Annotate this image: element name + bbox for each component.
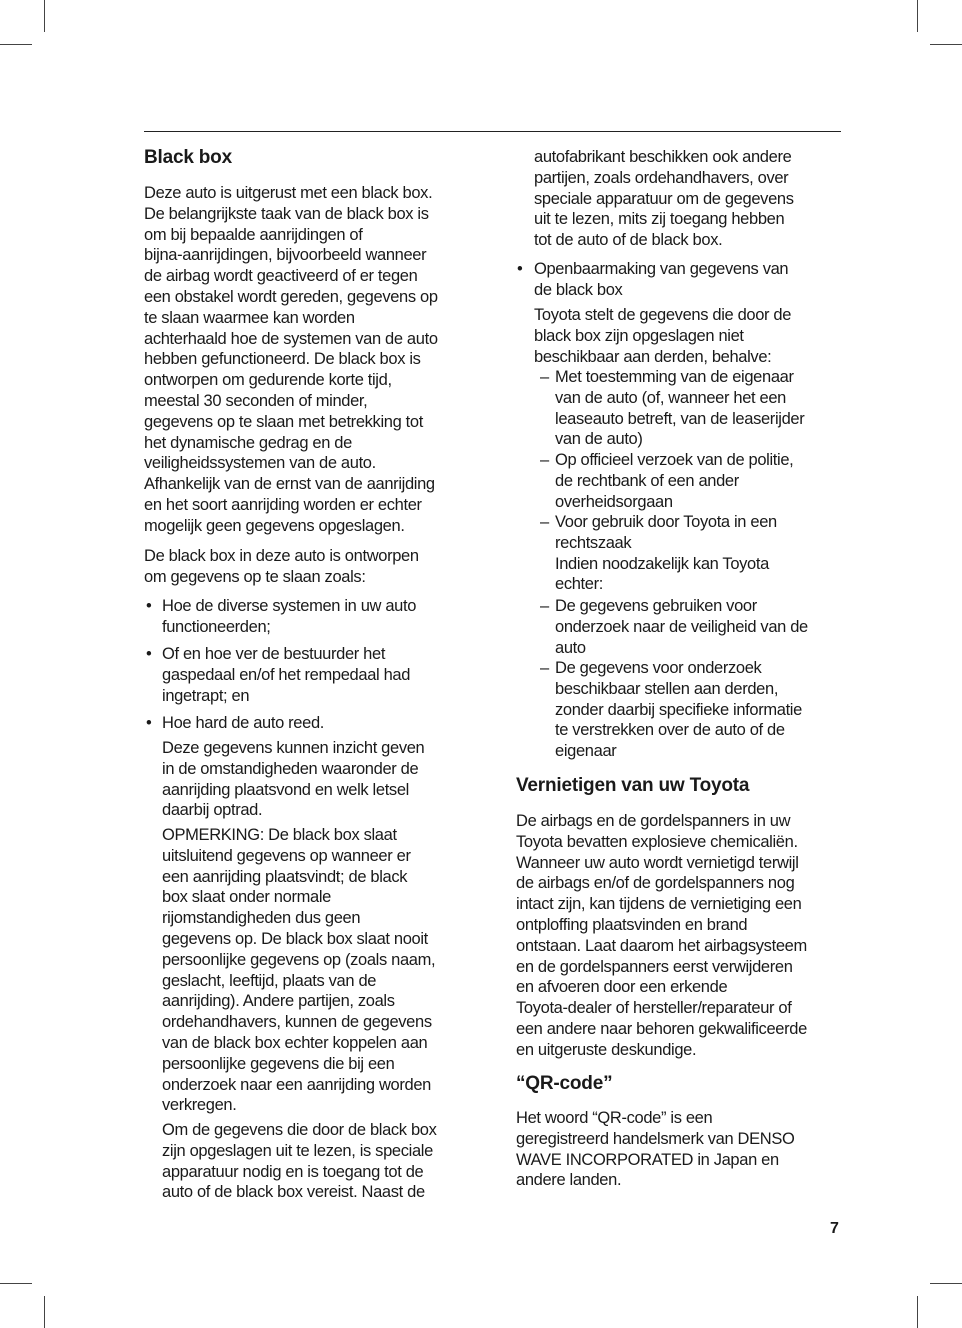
continued-paragraph: autofabrikant beschikken ook andere partijen, zoals ordehandhavers, over speciale apparatuur om de gegevens uit te lezen, mits zij toegang hebben tot de auto of de black box. (534, 148, 794, 250)
header-rule (144, 131, 841, 132)
dash-item: De gegevens voor onderzoek beschikbaar stellen aan derden, zonder daarbij specifieke informatie te verstrekken over de auto of de eigenaar (555, 659, 802, 761)
section-title-black-box: Black box (144, 147, 232, 168)
crop-mark (930, 44, 962, 45)
dash-icon: – (540, 659, 550, 677)
dash-icon: – (540, 368, 550, 386)
bullet-icon: • (146, 645, 152, 663)
bullet-item: Hoe hard de auto reed. (162, 714, 325, 732)
crop-mark (44, 1296, 45, 1328)
readout-paragraph: Om de gegevens die door de black box zijn opgeslagen uit te lezen, is speciale apparatuur nodig en is toegang tot de auto of de black box vereist. Naast de (162, 1121, 437, 1202)
crop-mark (930, 1283, 962, 1284)
dash-item: De gegevens gebruiken voor onderzoek naar de veiligheid van de auto (555, 597, 808, 657)
crop-mark (917, 1296, 918, 1328)
note-paragraph: OPMERKING: De black box slaat uitsluitend gegevens op wanneer er een aanrijding plaatsvindt; de black box slaat onder normale rijomstandigheden dus geen gegevens op. De black box slaat nooit persoonlijke gegevens op (zoals naam, geslacht, leeftijd, plaats van de aanrijding). Andere partijen, zoals ordehandhavers, kunnen de gegevens van de black box echter koppelen aan persoonlijke gegevens die bij een onderzoek naar een aanrijding worden verkregen. (162, 826, 436, 1115)
scrapping-paragraph: De airbags en de gordelspanners in uw Toyota bevatten explosieve chemicaliën. Wanneer uw auto wordt vernietigd terwijl de airbags en/of de gordelspanners nog intact zijn, kan tijdens de vernietiging een ontploffing plaatsvinden en brand ontstaan. Laat daarom het airbagsysteem en de gordelspanners eerst verwijderen en afvoeren door een erkende Toyota-dealer of hersteller/reparateur of een andere naar behoren gekwalificeerde en uitgeruste deskundige. (516, 812, 807, 1059)
crop-mark (917, 0, 918, 32)
bullet-item: Hoe de diverse systemen in uw auto functioneerden; (162, 597, 417, 636)
intro-paragraph: Deze auto is uitgerust met een black box. De belangrijkste taak van de black box is om bij bepaalde aanrijdingen of bijna-aanrijdingen, bijvoorbeeld wanneer de airbag wordt geactiveerd of er tegen een obstakel wordt gereden, gegevens op te slaan waarmee kan worden achterhaald hoe de systemen van de auto hebben gefunctioneerd. De black box is ontworpen om gedurende korte tijd, meestal 30 seconden of minder, gegevens op te slaan met betrekking tot het dynamische gedrag en de veiligheidssystemen van de auto. Afhankelijk van de ernst van de aanrijding en het soort aanrijding worden er echter mogelijk geen gegevens opgeslagen. (144, 184, 438, 535)
dash-icon: – (540, 451, 550, 469)
page-number: 7 (830, 1220, 839, 1237)
designed-paragraph: De black box in deze auto is ontworpen om gegevens op te slaan zoals: (144, 547, 419, 586)
bullet-item: Of en hoe ver de bestuurder het gaspedaal en/of het rempedaal had ingetrapt; en (162, 645, 411, 705)
dash-item: Voor gebruik door Toyota in een rechtszaak Indien noodzakelijk kan Toyota echter: (555, 513, 777, 594)
crop-mark (0, 1283, 32, 1284)
bullet-icon: • (517, 260, 523, 278)
dash-icon: – (540, 513, 550, 531)
crop-mark (0, 44, 32, 45)
dash-item: Met toestemming van de eigenaar van de auto (of, wanneer het een leaseauto betreft, van de leaserijder van de auto) (555, 368, 805, 449)
qr-paragraph: Het woord “QR-code” is een geregistreerd handelsmerk van DENSO WAVE INCORPORATED in Japan en andere landen. (516, 1109, 795, 1190)
section-title-qr-code: “QR-code” (516, 1073, 613, 1094)
dash-icon: – (540, 597, 550, 615)
disclosure-bullet: Openbaarmaking van gegevens van de black box (534, 260, 789, 299)
bullet-icon: • (146, 714, 152, 732)
bullet-icon: • (146, 597, 152, 615)
section-title-scrapping: Vernietigen van uw Toyota (516, 775, 750, 796)
dash-item: Op officieel verzoek van de politie, de rechtbank of een ander overheidsorgaan (555, 451, 794, 511)
crop-mark (44, 0, 45, 32)
insight-paragraph: Deze gegevens kunnen inzicht geven in de omstandigheden waaronder de aanrijding plaatsvond en welk letsel daarbij optrad. (162, 739, 425, 820)
disclosure-paragraph: Toyota stelt de gegevens die door de black box zijn opgeslagen niet beschikbaar aan derden, behalve: (534, 306, 792, 366)
